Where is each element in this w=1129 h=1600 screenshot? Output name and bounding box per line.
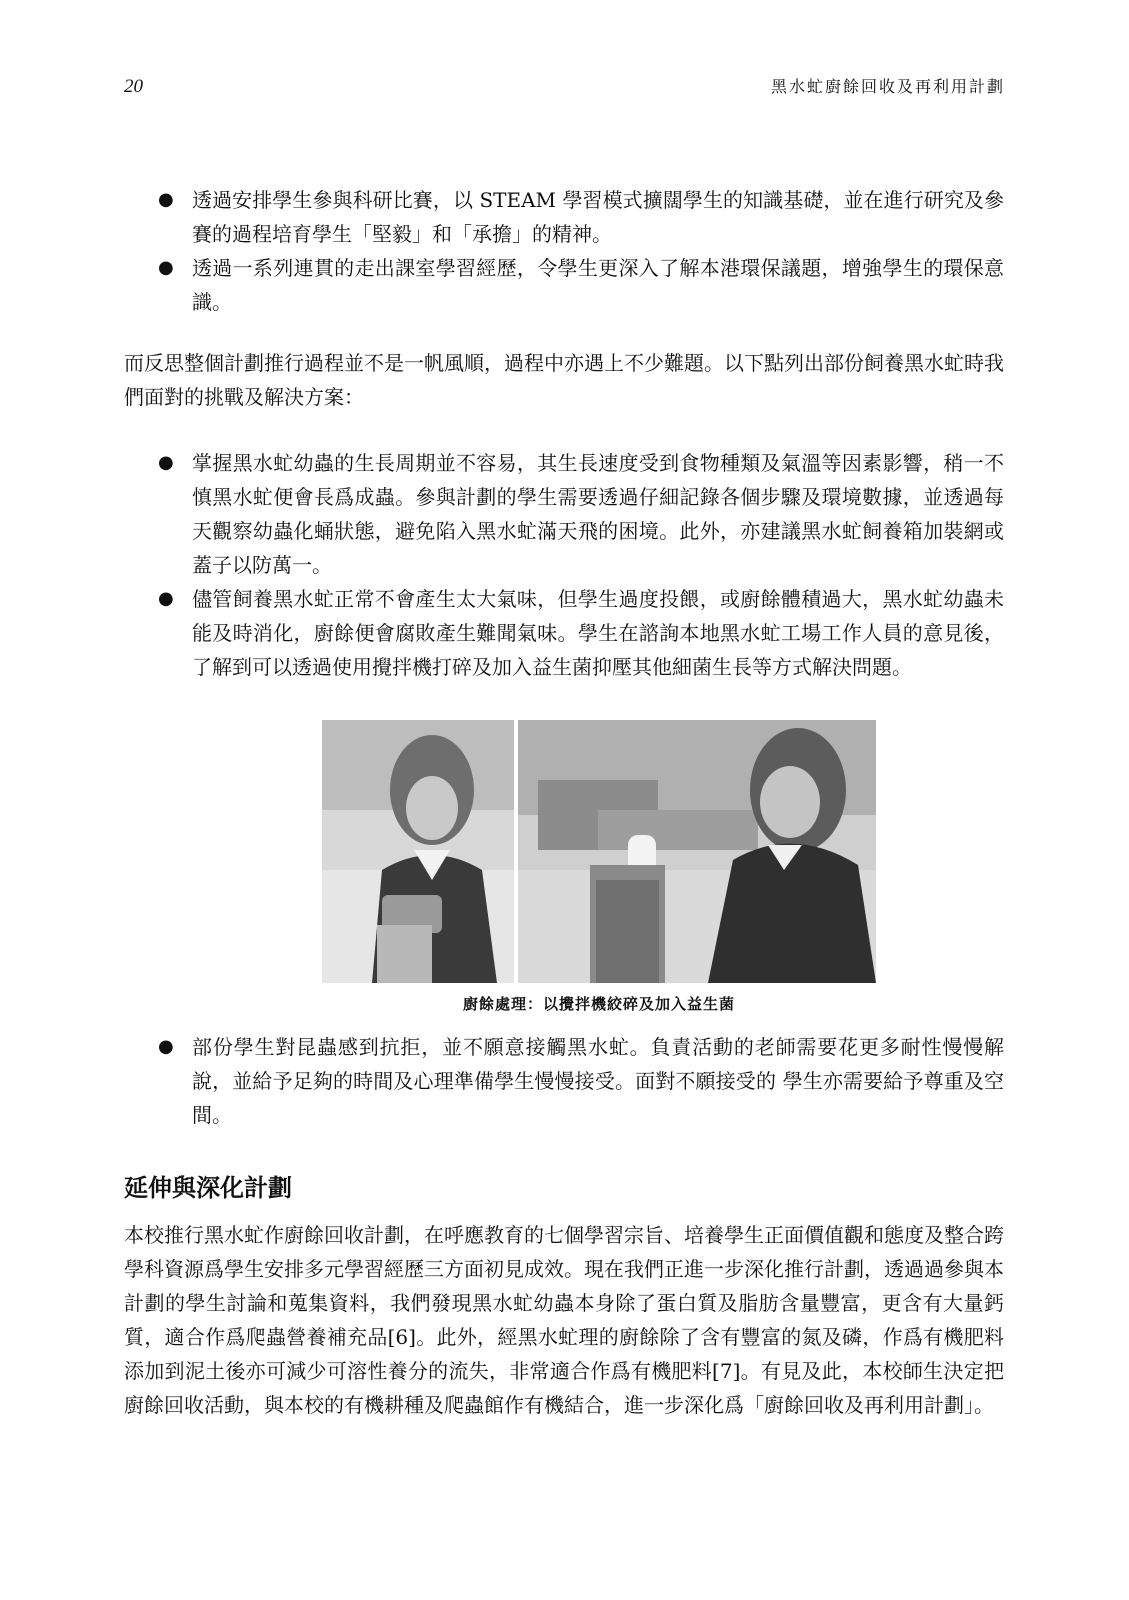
reflection-paragraph: 而反思整個計劃推行過程並不是一帆風順，過程中亦遇上不少難題。以下點列出部份飼養黑水虻時我們面對的挑戰及解決方案： [124, 351, 1004, 409]
list-item-text: 透過安排學生參與科研比賽，以 STEAM 學習模式擴闊學生的知識基礎，並在進行研究及參賽的過程培育學生「堅毅」和「承擔」的精神。 [192, 188, 1004, 246]
bullets-challenges [124, 446, 1004, 684]
list-item-text: 掌握黑水虻幼蟲的生長周期並不容易，其生長速度受到食物種類及氣溫等因素影響，稍一不慎黑水虻便會長爲成蟲。參與計劃的學生需要透過仔細記錄各個步驟及環境數據，並透過每天觀察幼蟲化蛹狀態，避免陷入黑水虻滿天飛的困境。此外，亦建議黑水虻飼養箱加裝網或蓋子以防萬一。 [192, 451, 1004, 577]
bullets-after-figure [124, 1030, 1004, 1132]
figure-caption: 廚餘處理：以攪拌機絞碎及加入益生菌 [462, 995, 735, 1013]
list-item [124, 183, 1004, 251]
photo-student-probiotics [518, 720, 876, 983]
bullet-icon: ● [158, 257, 174, 278]
list-item-text: 儘管飼養黑水虻正常不會產生太大氣味，但學生過度投餵，或廚餘體積過大，黑水虻幼蟲未能及時消化，廚餘便會腐敗產生難聞氣味。學生在諮詢本地黑水虻工場工作人員的意見後，了解到可以透過使用攪拌機打碎及加入益生菌抑壓其他細菌生長等方式解決問題。 [192, 587, 1004, 679]
bullet-icon: ● [158, 452, 174, 473]
photo-row [322, 720, 876, 983]
bullets-top [124, 183, 1004, 319]
figure [322, 720, 876, 1014]
list-item [124, 251, 1004, 319]
section-paragraph: 本校推行黑水虻作廚餘回收計劃，在呼應教育的七個學習宗旨、培養學生正面價值觀和態度及整合跨學科資源爲學生安排多元學習經歷三方面初見成效。現在我們正進一步深化推行計劃，透過過參與本計劃的學生討論和蒐集資料，我們發現黑水虻幼蟲本身除了蛋白質及脂肪含量豐富，更含有大量鈣質，適合作爲爬蟲營養補充品[6]。此外，經黑水虻理的廚餘除了含有豐富的氮及磷，作爲有機肥料添加到泥土後亦可減少可溶性養分的流失，非常適合作爲有機肥料[7]。有見及此，本校師生決定把廚餘回收活動，與本校的有機耕種及爬蟲館作有機結合，進一步深化爲「廚餘回收及再利用計劃」。 [124, 1223, 1004, 1417]
list-item [124, 1030, 1004, 1132]
section-extension [124, 1168, 1004, 1203]
photo-student-blender [322, 720, 514, 983]
section-title: 延伸與深化計劃 [124, 1174, 292, 1202]
list-item-text: 部份學生對昆蟲感到抗拒，並不願意接觸黑水虻。負責活動的老師需要花更多耐性慢慢解說，並給予足夠的時間及心理準備學生慢慢接受。面對不願接受的 學生亦需要給予尊重及空間。 [192, 1035, 1004, 1127]
reflection-block [124, 346, 1004, 414]
list-item [124, 446, 1004, 582]
bullet-icon: ● [158, 588, 174, 609]
page-number: 20 [124, 76, 143, 97]
list-item [124, 582, 1004, 684]
page-header [124, 74, 1005, 98]
running-title: 黑水虻廚餘回收及再利用計劃 [770, 77, 1005, 96]
bullet-icon: ● [158, 1036, 174, 1057]
bullet-icon: ● [158, 189, 174, 210]
list-item-text: 透過一系列連貫的走出課室學習經歷，令學生更深入了解本港環保議題，增強學生的環保意識。 [192, 256, 1004, 314]
section-body [124, 1218, 1004, 1422]
